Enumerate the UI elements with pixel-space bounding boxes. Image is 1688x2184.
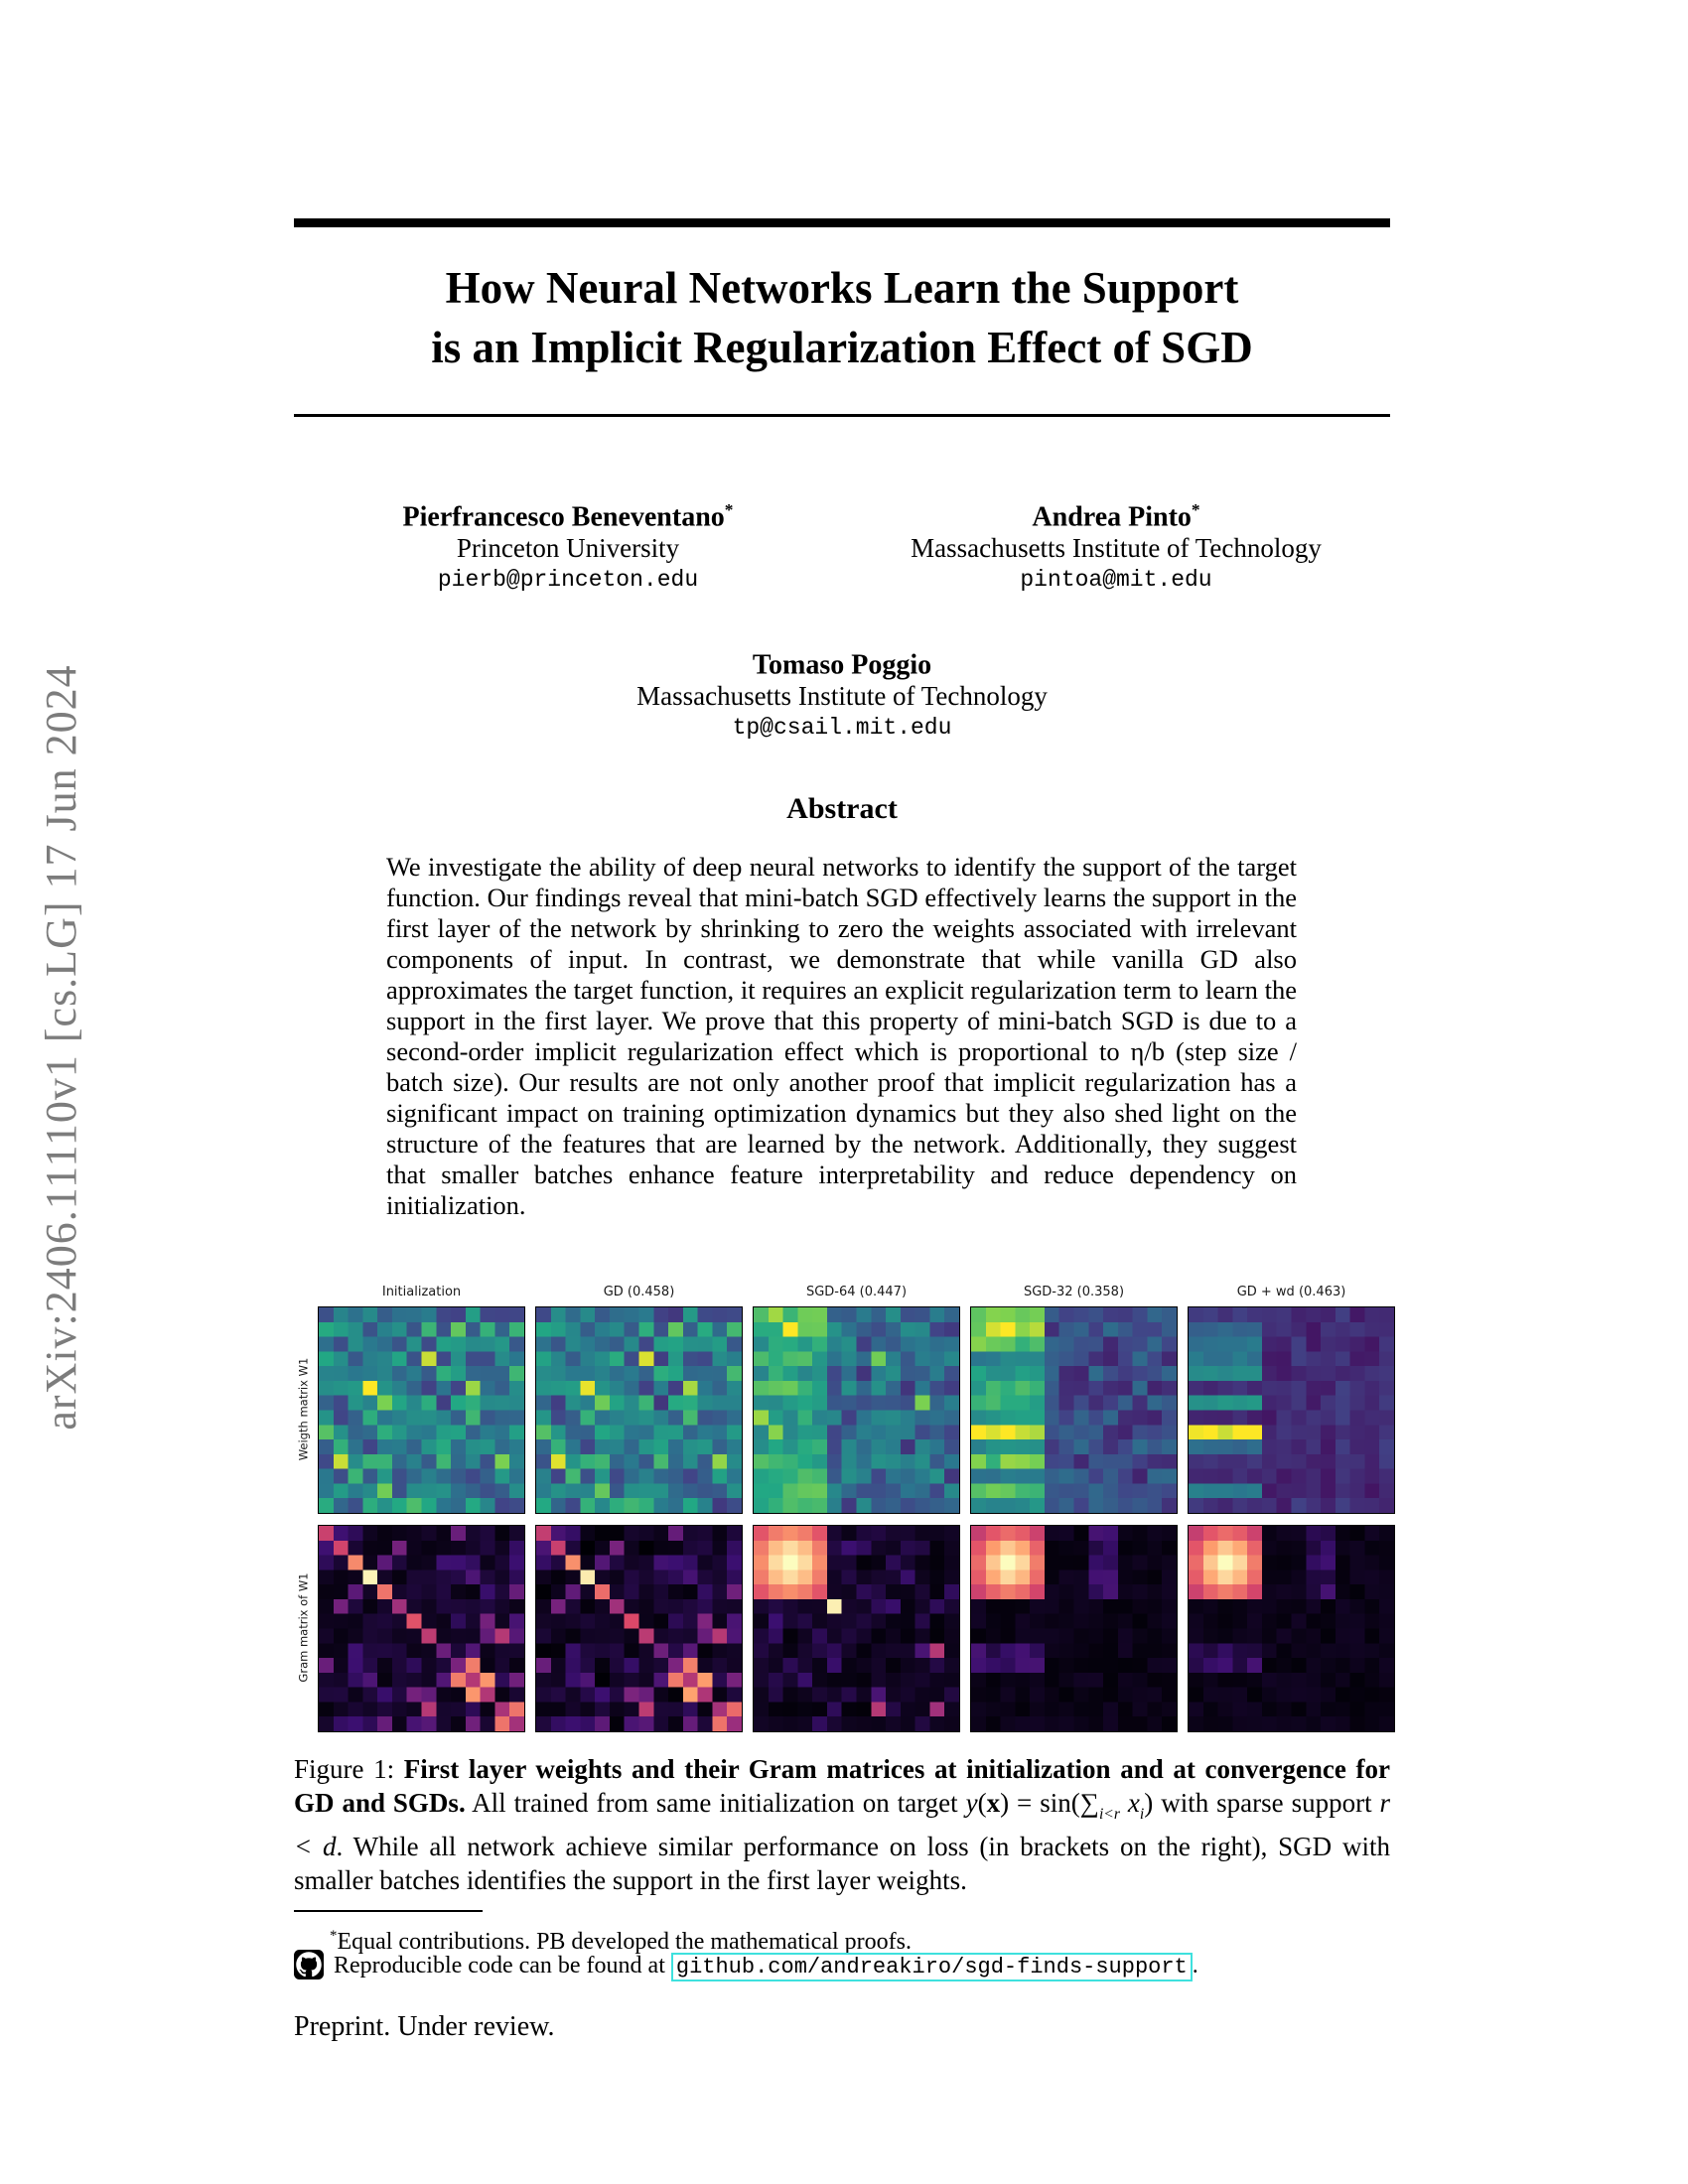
panel-title-gd-wd: GD + wd (0.463) [1236, 1285, 1346, 1299]
gram-heatmap-gd-wd [1188, 1525, 1395, 1732]
title-rule-top [294, 218, 1390, 227]
title-line-1: How Neural Networks Learn the Support [445, 263, 1239, 313]
weight-heatmap-gd [535, 1306, 743, 1514]
figure-caption [294, 1753, 1390, 1897]
caption-label: Figure 1: [294, 1754, 404, 1784]
author-email: tp@csail.mit.edu [732, 715, 952, 742]
caption-math: ) [1144, 1787, 1154, 1818]
abstract-heading: Abstract [786, 792, 898, 825]
gram-heatmap-gd [535, 1525, 743, 1732]
panel-title-initialization: Initialization [381, 1285, 462, 1299]
weight-heatmap-sgd-64 [753, 1306, 960, 1514]
author-email: pierb@princeton.edu [437, 567, 699, 594]
caption-sum-symbol: ∑ [1079, 1787, 1099, 1818]
caption-bold: First layer weights and their Gram matrices at initialization and at convergence for GD and SGDs. [294, 1754, 1390, 1818]
footnote-text: . [1192, 1953, 1198, 1979]
author-block-pinto [842, 493, 1390, 596]
caption-sum-subscript: i<r [1098, 1805, 1120, 1823]
caption-body: with sparse support [1153, 1787, 1380, 1818]
weight-heatmap-initialization [318, 1306, 525, 1514]
caption-math: y [965, 1787, 978, 1818]
row-label-weight-matrix: Weigth matrix W1 [296, 1357, 311, 1461]
gram-heatmap-sgd-64 [753, 1525, 960, 1732]
panel-title-sgd-64: SGD-64 (0.447) [805, 1285, 908, 1299]
caption-math-subscript: i [1139, 1805, 1145, 1823]
preprint-notice: Preprint. Under review. [294, 2011, 555, 2042]
title-line-2: is an Implicit Regularization Effect of SGD [431, 323, 1253, 372]
author-block-beneventano [294, 493, 842, 596]
author-name-text: Andrea Pinto [1032, 501, 1192, 533]
footnote-rule [294, 1910, 483, 1912]
footnote-code [294, 1948, 1390, 1985]
caption-math: ) = sin( [1000, 1787, 1080, 1818]
caption-body: All trained from same initialization on target [465, 1787, 966, 1818]
author-email: pintoa@mit.edu [1020, 567, 1212, 594]
title-rule-bottom [294, 414, 1390, 417]
author-name-text: Tomaso Poggio [752, 649, 932, 681]
figure-1 [294, 1283, 1390, 1755]
author-name-text: Pierfrancesco Beneventano [402, 501, 725, 533]
author-name [294, 641, 1390, 681]
row-label-gram-matrix: Gram matrix of W1 [296, 1572, 311, 1683]
panel-title-gd: GD (0.458) [603, 1285, 675, 1299]
gram-heatmap-sgd-32 [970, 1525, 1178, 1732]
footnote-text: Equal contributions. PB developed the mathematical proofs. [337, 1929, 912, 1955]
footnote-asterisk: * [330, 1928, 338, 1944]
paper-title [294, 258, 1390, 377]
author-affiliation: Princeton University [456, 533, 680, 564]
panel-title-sgd-32: SGD-32 (0.358) [1023, 1285, 1125, 1299]
author-affiliation: Massachusetts Institute of Technology [636, 681, 1048, 712]
code-repository-link[interactable]: github.com/andreakiro/sgd-finds-support [671, 1953, 1193, 1981]
weight-heatmap-sgd-32 [970, 1306, 1178, 1514]
author-mark: * [724, 500, 734, 519]
caption-math: ( [977, 1787, 987, 1818]
caption-math: r < d [294, 1787, 1391, 1861]
author-name [294, 493, 842, 533]
github-icon [294, 1950, 324, 1979]
footnote-text: Reproducible code can be found at [334, 1953, 671, 1979]
caption-math: x [1119, 1787, 1140, 1818]
abstract-text: We investigate the ability of deep neural networks to identify the support of the target function. Our findings reveal that mini-batch SGD effectively learns the support in the first layer of the network by shrinking to zero the weights associated with irrelevant components of input. In contrast, we demonstrate that while vanilla GD also approximates the target function, it requires an explicit regularization term to learn the support in the first layer. We prove that this property of mini-batch SGD is due to a second-order implicit regularization effect which is proportional to η/b (step size / batch size). Our results are not only another proof that implicit regularization has a significant impact on training optimization dynamics but they also shed light on the structure of the features that are learned by the network. Additionally, they suggest that smaller batches enhance feature interpretability and reduce dependency on initialization. [386, 852, 1297, 1220]
author-name [842, 493, 1390, 533]
authors-row [294, 493, 1390, 596]
gram-heatmap-initialization [318, 1525, 525, 1732]
author-affiliation: Massachusetts Institute of Technology [911, 533, 1322, 564]
caption-math: x [986, 1787, 1001, 1818]
arxiv-watermark: arXiv:2406.11110v1 [cs.LG] 17 Jun 2024 [37, 664, 85, 1431]
author-block-poggio [294, 641, 1390, 744]
author-mark: * [1191, 500, 1200, 519]
caption-body: . While all network achieve similar performance on loss (in brackets on the right), SGD with smaller batches identifies the support in the first layer weights. [294, 1832, 1390, 1895]
weight-heatmap-gd-wd [1188, 1306, 1395, 1514]
